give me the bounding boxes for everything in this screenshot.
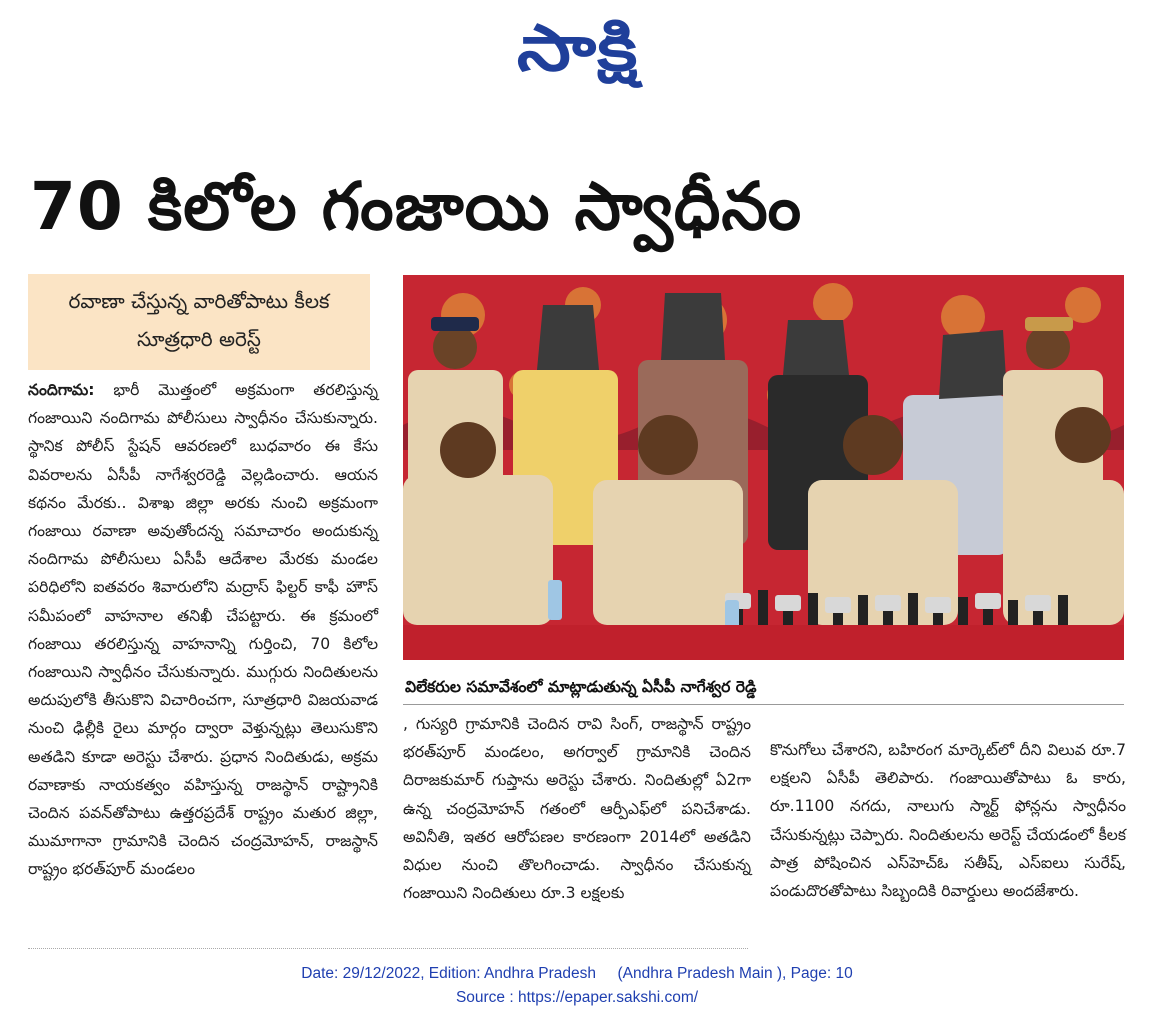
- dateline: నందిగామ:: [28, 381, 95, 399]
- article-column-3: [770, 736, 1126, 936]
- edition-info: Date: 29/12/2022, Edition: Andhra Pradesh (Andhra Pradesh Main ), Page: 10: [301, 965, 853, 982]
- article-column-1: [28, 376, 378, 936]
- article-text-col2: , గుస్యరి గ్రామానికి చెందిన రావి సింగ్, రాజస్థాన్ రాష్ట్రం భరత్‌పూర్ మండలం, అగర్వాల్ గ్రామానికి చెందిన దిరాజకుమార్ గుప్తాను అరెస్టు చేశారు. నిందితుల్లో ఏ2గా ఉన్న చంద్రమోహన్ గతంలో ఆర్పీఎఫ్‌లో పనిచేశాడు. అవినీతి, ఇతర ఆరోపణల కారణంగా 2014లో అతడిని విధుల నుంచి తొలగించాడు. స్వాధీనం చేసుకున్న గంజాయిని నిందితులు రూ.3 లక్షలకు: [403, 715, 751, 903]
- masthead-logo: [455, 8, 700, 104]
- article-text-col3: కొనుగోలు చేశారని, బహిరంగ మార్కెట్‌లో దీని విలువ రూ.7 లక్షలని ఏసీపీ తెలిపారు. గంజాయితోపాటు ఓ కారు, రూ.1100 నగదు, నాలుగు స్మార్ట్ ఫోన్లను స్వాధీనం చేసుకున్నట్లు చెప్పారు. నిందితులను అరెస్ట్ చేయడంలో కీలక పాత్ర పోషించిన ఎస్‌హెచ్‌ఓ సతీష్, ఎస్‌ఐలు సురేష్, పండుదొరతోపాటు సిబ్బందికి రివార్డులు అందజేశారు.: [770, 741, 1126, 901]
- article-column-2: [403, 710, 751, 938]
- press-meet-photo: [403, 275, 1124, 660]
- source-link[interactable]: Source : https://epaper.sakshi.com/: [455, 989, 699, 1006]
- subheadline: రవాణా చేస్తున్న వారితోపాటు కీలక సూత్రధారి అరెస్ట్: [28, 274, 370, 370]
- masthead-name: సాక్షి: [516, 11, 639, 86]
- headline: 70 కిలోల గంజాయి స్వాధీనం: [30, 168, 803, 245]
- caption-divider: [403, 704, 1124, 705]
- article-bottom-divider: [28, 948, 748, 949]
- edition-footer: [0, 962, 1154, 1010]
- photo-caption: విలేకరుల సమావేశంలో మాట్లాడుతున్న ఏసీపీ నాగేశ్వర రెడ్డి: [405, 678, 757, 696]
- article-text-col1: భారీ మొత్తంలో అక్రమంగా తరలిస్తున్న గంజాయిని నందిగామ పోలీసులు స్వాధీనం చేసుకున్నారు. స్థానిక పోలీస్ స్టేషన్ ఆవరణలో బుధవారం ఈ కేసు వివరాలను ఏసీపీ నాగేశ్వరరెడ్డి వెల్లడించారు. ఆయన కథనం మేరకు.. విశాఖ జిల్లా అరకు నుంచి అక్రమంగా గంజాయి రవాణా అవుతోందన్న సమాచారం అందుకున్న నందిగామ పోలీసులు ఏసీపీ ఆదేశాల మేరకు మండల పరిధిలోని ఐతవరం శివారులోని మద్రాస్ ఫిల్టర్ కాఫీ హౌస్ సమీపంలో వాహనాల తనిఖీ చేపట్టారు. ఈ క్రమంలో గంజాయి తరలిస్తున్న వాహనాన్ని గుర్తించి, 70 కిలోల గంజాయిని స్వాధీనం చేసుకున్నారు. ముగ్గురు నిందితులను అదుపులోకి తీసుకొని విచారించగా, సూత్రధారి విజయవాడ నుంచి ఢిల్లీకి రైలు మార్గం ద్వారా వెళ్తున్నట్లు తెలుసుకొని అతడిని కూడా అరెస్టు చేశారు. ప్రధాన నిందితుడు, అక్రమ రవాణాకు నాయకత్వం వహిస్తున్న రాజస్థాన్ రాష్ట్రానికి చెందిన పవన్‌తోపాటు ఉత్తరప్రదేశ్ రాష్ట్రం మతుర జిల్లా, ముమాగానా గ్రామానికి చెందిన చంద్రమోహన్, రాజస్థాన్ రాష్ట్రం భరత్‌పూర్ మండలం: [28, 381, 378, 879]
